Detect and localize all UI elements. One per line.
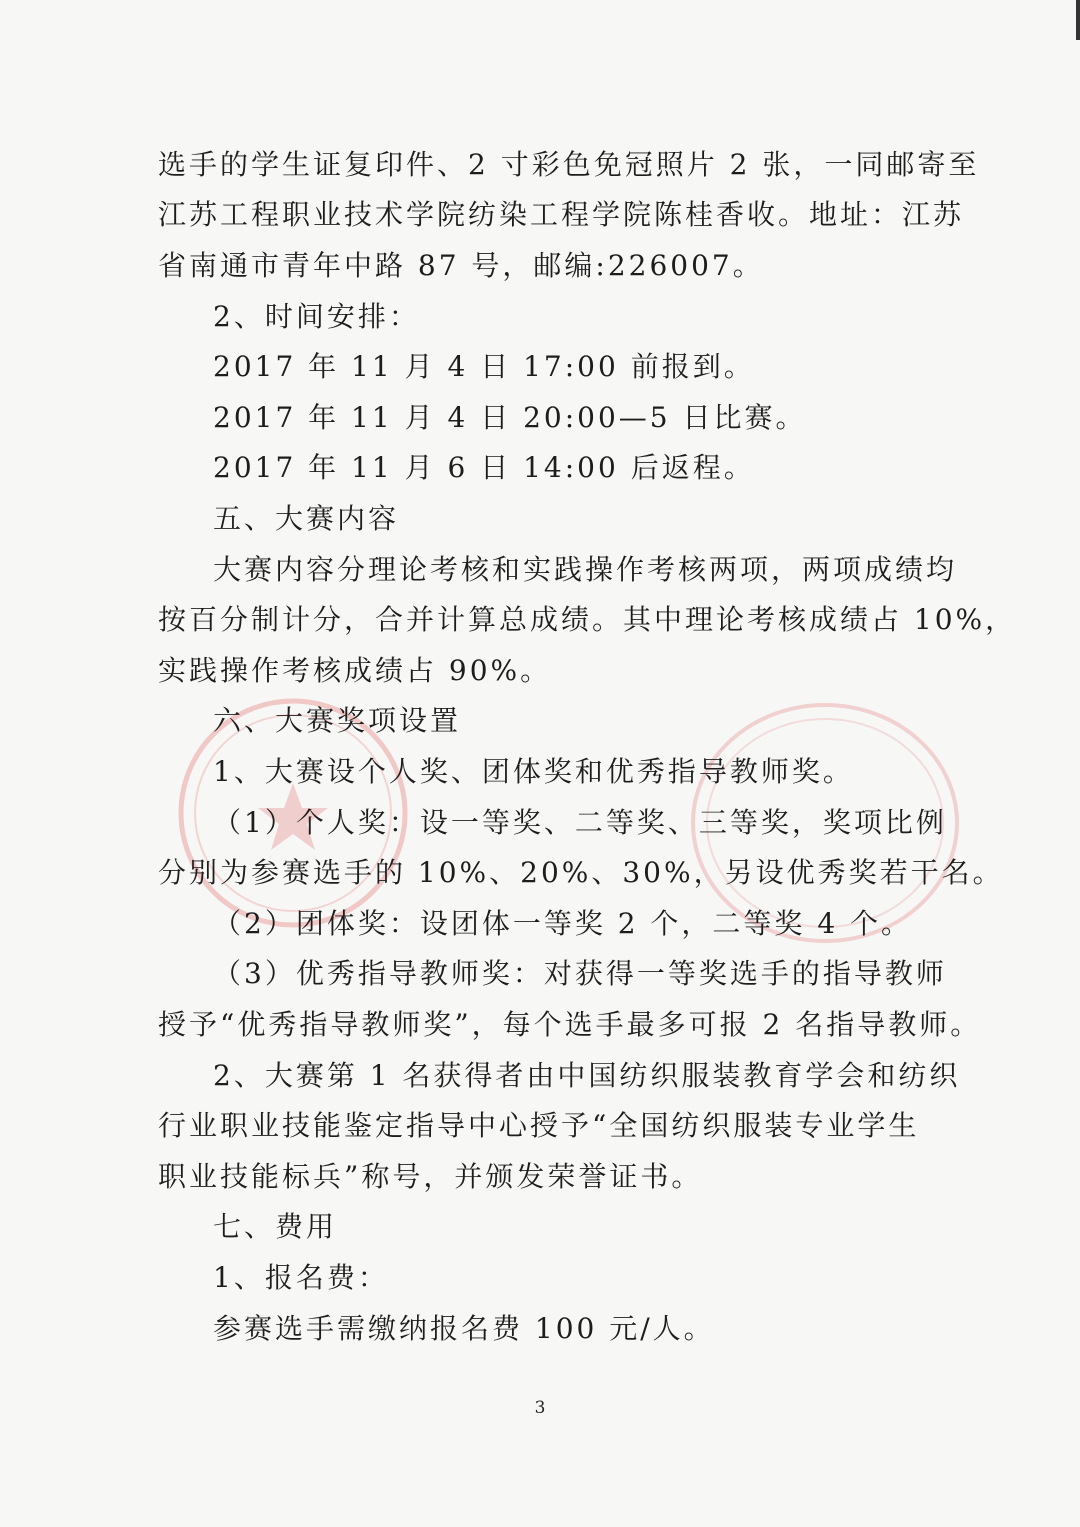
section-heading: 六、大赛奖项设置 [213, 704, 462, 737]
schedule-item: 2017 年 11 月 4 日 17:00 前报到。 [213, 350, 755, 383]
scan-edge-mark [1076, 0, 1080, 40]
paragraph-line: 授予“优秀指导教师奖”，每个选手最多可报 2 名指导教师。 [158, 1008, 982, 1041]
text-line: 江苏工程职业技术学院纺染工程学院陈桂香收。地址：江苏 [158, 198, 965, 231]
section-heading: 五、大赛内容 [213, 502, 400, 535]
schedule-item: 2017 年 11 月 4 日 20:00—5 日比赛。 [213, 401, 807, 434]
section-heading: 七、费用 [213, 1210, 338, 1243]
paragraph-line: 行业职业技能鉴定指导中心授予“全国纺织服装专业学生 [158, 1109, 920, 1142]
paragraph-line: （1）个人奖：设一等奖、二等奖、三等奖，奖项比例 [213, 806, 947, 839]
paragraph-line: （2）团体奖：设团体一等奖 2 个，二等奖 4 个。 [213, 907, 913, 940]
schedule-item: 2017 年 11 月 6 日 14:00 后返程。 [213, 451, 755, 484]
paragraph-line: （3）优秀指导教师奖：对获得一等奖选手的指导教师 [213, 957, 947, 990]
paragraph-line: 1、大赛设个人奖、团体奖和优秀指导教师奖。 [213, 755, 854, 788]
section-subheading: 1、报名费： [213, 1261, 389, 1294]
paragraph-line: 按百分制计分，合并计算总成绩。其中理论考核成绩占 10%， [158, 603, 1017, 636]
section-subheading: 2、时间安排： [213, 300, 420, 333]
text-line: 省南通市青年中路 87 号，邮编:226007。 [158, 249, 764, 282]
paragraph-line: 参赛选手需缴纳报名费 100 元/人。 [213, 1312, 715, 1345]
text-line: 选手的学生证复印件、2 寸彩色免冠照片 2 张，一同邮寄至 [158, 148, 980, 181]
paragraph-line: 实践操作考核成绩占 90%。 [158, 654, 552, 687]
page-number: 3 [534, 1398, 546, 1418]
paragraph-line: 职业技能标兵”称号，并颁发荣誉证书。 [158, 1160, 703, 1193]
paragraph-line: 大赛内容分理论考核和实践操作考核两项，两项成绩均 [213, 553, 958, 586]
paragraph-line: 分别为参赛选手的 10%、20%、30%，另设优秀奖若干名。 [158, 856, 1004, 889]
paragraph-line: 2、大赛第 1 名获得者由中国纺织服装教育学会和纺织 [213, 1059, 961, 1092]
